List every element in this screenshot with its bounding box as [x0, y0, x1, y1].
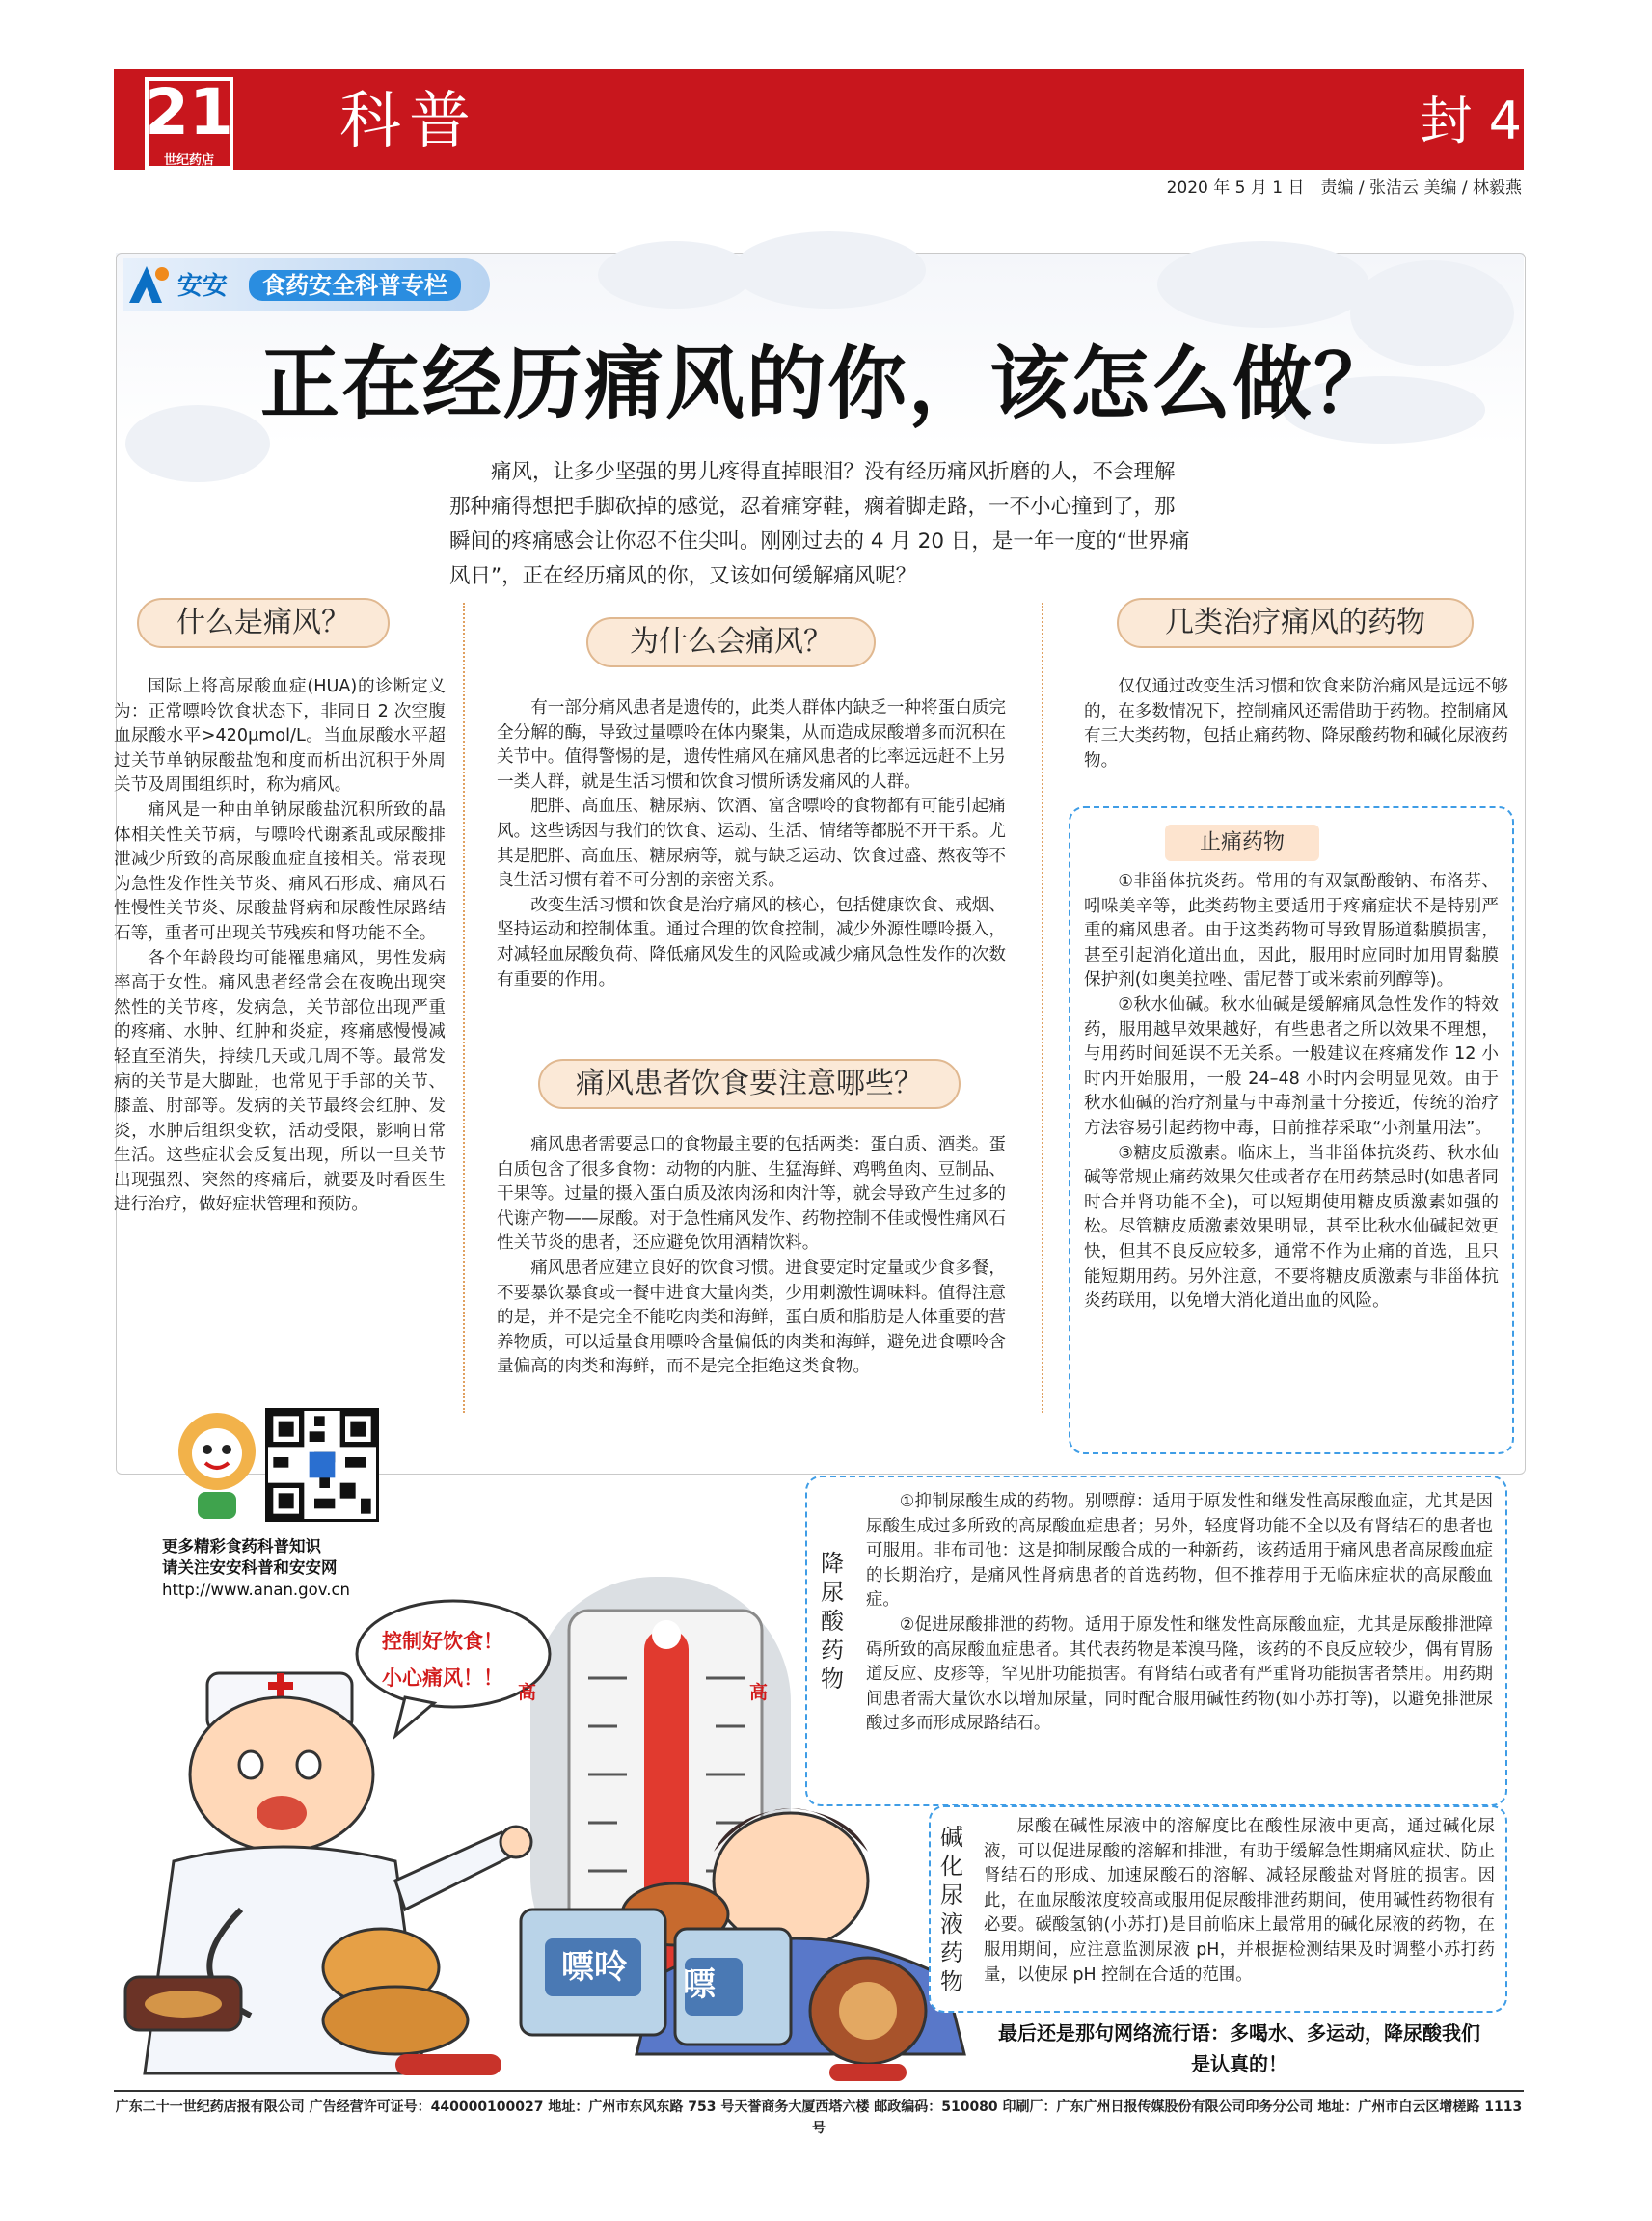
- anan-logo-icon: [123, 260, 174, 309]
- section-diet-body: [497, 1133, 1006, 1380]
- paragraph: ③糖皮质激素。临床上，当非甾体抗炎药、秋水仙碱等常规止痛药效果欠佳或者存在用药禁忌时(如患者同时合并肾功能不全)，可以短期使用糖皮质激素如强的松。尽管糖皮质激素效果明显，甚至比秋水仙碱起效更快，但其不良反应较多，通常不作为止痛的首选，且只能短期用药。另外注意，不要将糖皮质激素与非甾体抗炎药联用，以免增大消化道出血的风险。: [1084, 1143, 1499, 1312]
- section-what-body: [114, 675, 446, 1218]
- thermometer-label-right: 高: [749, 1682, 769, 1703]
- speech-bubble-line1: 控制好饮食！: [382, 1630, 503, 1653]
- heading-urate-lowering: 降尿酸药物: [821, 1550, 844, 1693]
- website-link[interactable]: http://www.anan.gov.cn: [162, 1581, 350, 1599]
- section-why-body: [497, 696, 1006, 992]
- heading-diet: 痛风患者饮食要注意哪些？: [538, 1059, 961, 1109]
- paragraph: ②促进尿酸排泄的药物。适用于原发性和继发性高尿酸血症，尤其是尿酸排泄障碍所致的高尿酸血症患者。其代表药物是苯溴马隆，该药的不良反应较少，偶有胃肠道反应、皮疹等，罕见肝功能损害。有肾结石或者有严重肾功能损害者禁用。用药期间患者需大量饮水以增加尿量，同时配合服用碱性药物(如小苏打等)，以避免排泄尿酸过多而形成尿路结石。: [866, 1614, 1493, 1734]
- paragraph: ①抑制尿酸生成的药物。别嘌醇：适用于原发性和继发性高尿酸血症，尤其是因尿酸生成过多所致的高尿酸血症患者；另外，轻度肾功能不全以及有肾结石的患者也可服用。非布司他：这是抑制尿酸合成的一种新药，该药适用于痛风患者高尿酸血症的长期治疗，是痛风性肾病患者的首选药物，但不推荐用于无临床症状的高尿酸血症。: [866, 1492, 1493, 1611]
- paragraph: 尿酸在碱性尿液中的溶解度比在酸性尿液中更高，通过碱化尿液，可以促进尿酸的溶解和排泄，有助于缓解急性期痛风症状、防止肾结石的形成、加速尿酸石的溶解、减轻尿酸盐对肾脏的损害。因此，在血尿酸浓度较高或服用促尿酸排泄药期间，使用碱性药物很有必要。碳酸氢钠(小苏打)是目前临床上最常用的碱化尿液的药物，在服用期间，应注意监测尿液 pH，并根据检测结果及时调整小苏打药量，以使尿 pH 控制在合适的范围。: [984, 1817, 1495, 1985]
- heading-alkalizing: 碱化尿液药物: [940, 1824, 963, 1995]
- pain-relief-body: [1084, 870, 1499, 1314]
- cloud-decoration: [1157, 241, 1369, 328]
- paragraph: 肥胖、高血压、糖尿病、饮酒、富含嘌呤的食物都有可能引起痛风。这些诱因与我们的饮食、运动、生活、情绪等都脱不开干系。尤其是肥胖、高血压、糖尿病等，就与缺乏运动、饮食过盛、熬夜等不良生活习惯有着不可分割的亲密关系。: [497, 797, 1006, 891]
- logo-number: 21: [145, 75, 233, 149]
- thermometer-label-left: 高: [518, 1682, 537, 1703]
- column-brand: 安安: [177, 272, 229, 301]
- alkalizing-body: [984, 1815, 1495, 1988]
- paragraph: ②秋水仙碱。秋水仙碱是缓解痛风急性发作的特效药，服用越早效果越好，有些患者之所以效果不理想，与用药时间延误不无关系。一般建议在疼痛发作 12 小时内开始服用，一般 24–48 小时内会明显见效。由于秋水仙碱的治疗剂量与中毒剂量十分接近，传统的治疗方法容易引起药物中毒，目前推荐采取“小剂量用法”。: [1084, 994, 1499, 1138]
- footer-rule: [114, 2090, 1524, 2092]
- article-title: 正在经历痛风的你，该怎么做？: [260, 338, 1395, 430]
- heading-pain-relief: 止痛药物: [1165, 825, 1319, 861]
- publisher-footer: 广东二十一世纪药店报有限公司 广告经营许可证号：440000100027 地址：广州市东风东路 753 号天誉商务大厦西塔六楼 邮政编码：510080 印刷厂：广东广州日报传媒股份有限公司印务分公司 地址：广州市白云区增槎路 1113 号: [115, 2099, 1523, 2136]
- logo-subtitle: 世纪药店: [163, 153, 214, 168]
- column-divider: [463, 603, 465, 1413]
- paragraph: 痛风患者需要忌口的食物最主要的包括两类：蛋白质、酒类。蛋白质包含了很多食物：动物的内脏、生猛海鲜、鸡鸭鱼肉、豆制品、干果等。过量的摄入蛋白质及浓肉汤和肉汁等，就会导致产生过多的代谢产物——尿酸。对于急性痛风发作、药物控制不佳或慢性痛风石性关节炎的患者，还应避免饮用酒精饮料。: [497, 1135, 1006, 1254]
- paragraph: 国际上将高尿酸血症(HUA)的诊断定义为：正常嘌呤饮食状态下，非同日 2 次空腹血尿酸水平>420μmol/L。当血尿酸水平超过关节单钠尿酸盐饱和度而析出沉积于外周关节及周围组织时，称为痛风。: [114, 677, 446, 796]
- heading-drugs: 几类治疗痛风的药物: [1117, 598, 1474, 648]
- qr-caption-line1: 更多精彩食药科普知识: [162, 1537, 321, 1556]
- section-title: 科普: [339, 86, 478, 157]
- date-editor-line: 2020 年 5 月 1 日 责编 / 张洁云 美编 / 林毅燕: [1166, 178, 1522, 198]
- paragraph: ①非甾体抗炎药。常用的有双氯酚酸钠、布洛芬、吲哚美辛等，此类药物主要适用于疼痛症状不是特别严重的痛风患者。由于这类药物可导致胃肠道黏膜损害，甚至引起消化道出血，因此，服用时应同时加用胃黏膜保护剂(如奥美拉唑、雷尼替丁或米索前列醇等)。: [1084, 872, 1499, 990]
- paragraph: 各个年龄段均可能罹患痛风，男性发病率高于女性。痛风患者经常会在夜晚出现突然性的关节疼，发病急，关节部位出现严重的疼痛、水肿、红肿和炎症，疼痛感慢慢减轻直至消失，持续几天或几周不等。最常发病的关节是大脚趾，也常见于手部的关节、膝盖、肘部等。发病的关节最终会红肿、发炎，水肿后组织变软，活动受限，影响日常生活。这些症状会反复出现，所以一旦关节出现强烈、突然的疼痛后，就要及时看医生进行治疗，做好症状管理和预防。: [114, 948, 446, 1215]
- section-drugs-intro: [1084, 675, 1508, 773]
- paragraph: 有一部分痛风患者是遗传的，此类人群体内缺乏一种将蛋白质完全分解的酶，导致过量嘌呤在体内聚集，从而造成尿酸增多而沉积在关节中。值得警惕的是，遗传性痛风在痛风患者的比率远远赶不上另一类人群，就是生活习惯和饮食习惯所诱发痛风的人群。: [497, 698, 1006, 792]
- heading-why-gout: 为什么会痛风？: [586, 617, 876, 667]
- paragraph: 痛风患者应建立良好的饮食习惯。进食要定时定量或少食多餐，不要暴饮暴食或一餐中进食大量肉类，少用刺激性调味料。值得注意的是，并不是完全不能吃肉类和海鲜，蛋白质和脂肪是人体重要的营养物质，可以适量食用嘌呤含量偏低的肉类和海鲜，避免进食嘌呤含量偏高的肉类和海鲜，而不是完全拒绝这类食物。: [497, 1258, 1006, 1377]
- article-lead: 痛风，让多少坚强的男儿疼得直掉眼泪？没有经历痛风折磨的人，不会理解那种痛得想把手脚砍掉的感觉，忍着痛穿鞋，瘸着脚走路，一不小心撞到了，那瞬间的疼痛感会让你忍不住尖叫。刚刚过去的 4 月 20 日，是一年一度的“世界痛风日”，正在经历痛风的你，又该如何缓解痛风呢？: [449, 460, 1190, 588]
- column-divider: [1042, 603, 1043, 1413]
- closing-slogan: 最后还是那句网络流行语：多喝水、多运动，降尿酸我们是认真的！: [998, 2021, 1480, 2075]
- cloud-decoration: [598, 241, 752, 309]
- masthead-bar: [114, 69, 1524, 170]
- cloud-decoration: [125, 405, 270, 482]
- cloud-decoration: [733, 231, 926, 309]
- purine-bag-label: 嘌: [683, 1965, 716, 2004]
- column-name: 食药安全科普专栏: [249, 270, 461, 301]
- heading-what-is-gout: 什么是痛风？: [137, 598, 390, 648]
- paragraph: 改变生活习惯和饮食是治疗痛风的核心，包括健康饮食、戒烟、坚持运动和控制体重。通过合理的饮食控制，减少外源性嘌呤摄入，对减轻血尿酸负荷、降低痛风发生的风险或减少痛风急性发作的次数有重要的作用。: [497, 895, 1006, 989]
- page-label: 封 4: [1420, 91, 1522, 151]
- speech-bubble-line2: 小心痛风！！: [382, 1666, 503, 1690]
- paragraph: 痛风是一种由单钠尿酸盐沉积所致的晶体相关性关节病，与嘌呤代谢紊乱或尿酸排泄减少所致的高尿酸血症直接相关。常表现为急性发作性关节炎、痛风石形成、痛风石性慢性关节炎、尿酸盐肾病和尿酸性尿路结石等，重者可出现关节残疾和肾功能不全。: [114, 799, 446, 943]
- purine-bag-label: 嘌呤: [561, 1948, 627, 1987]
- qr-caption-line2: 请关注安安科普和安安网: [162, 1558, 338, 1577]
- paragraph: 仅仅通过改变生活习惯和饮食来防治痛风是远远不够的，在多数情况下，控制痛风还需借助于药物。控制痛风有三大类药物，包括止痛药物、降尿酸药物和碱化尿液药物。: [1084, 677, 1508, 771]
- urate-lowering-body: [866, 1490, 1493, 1737]
